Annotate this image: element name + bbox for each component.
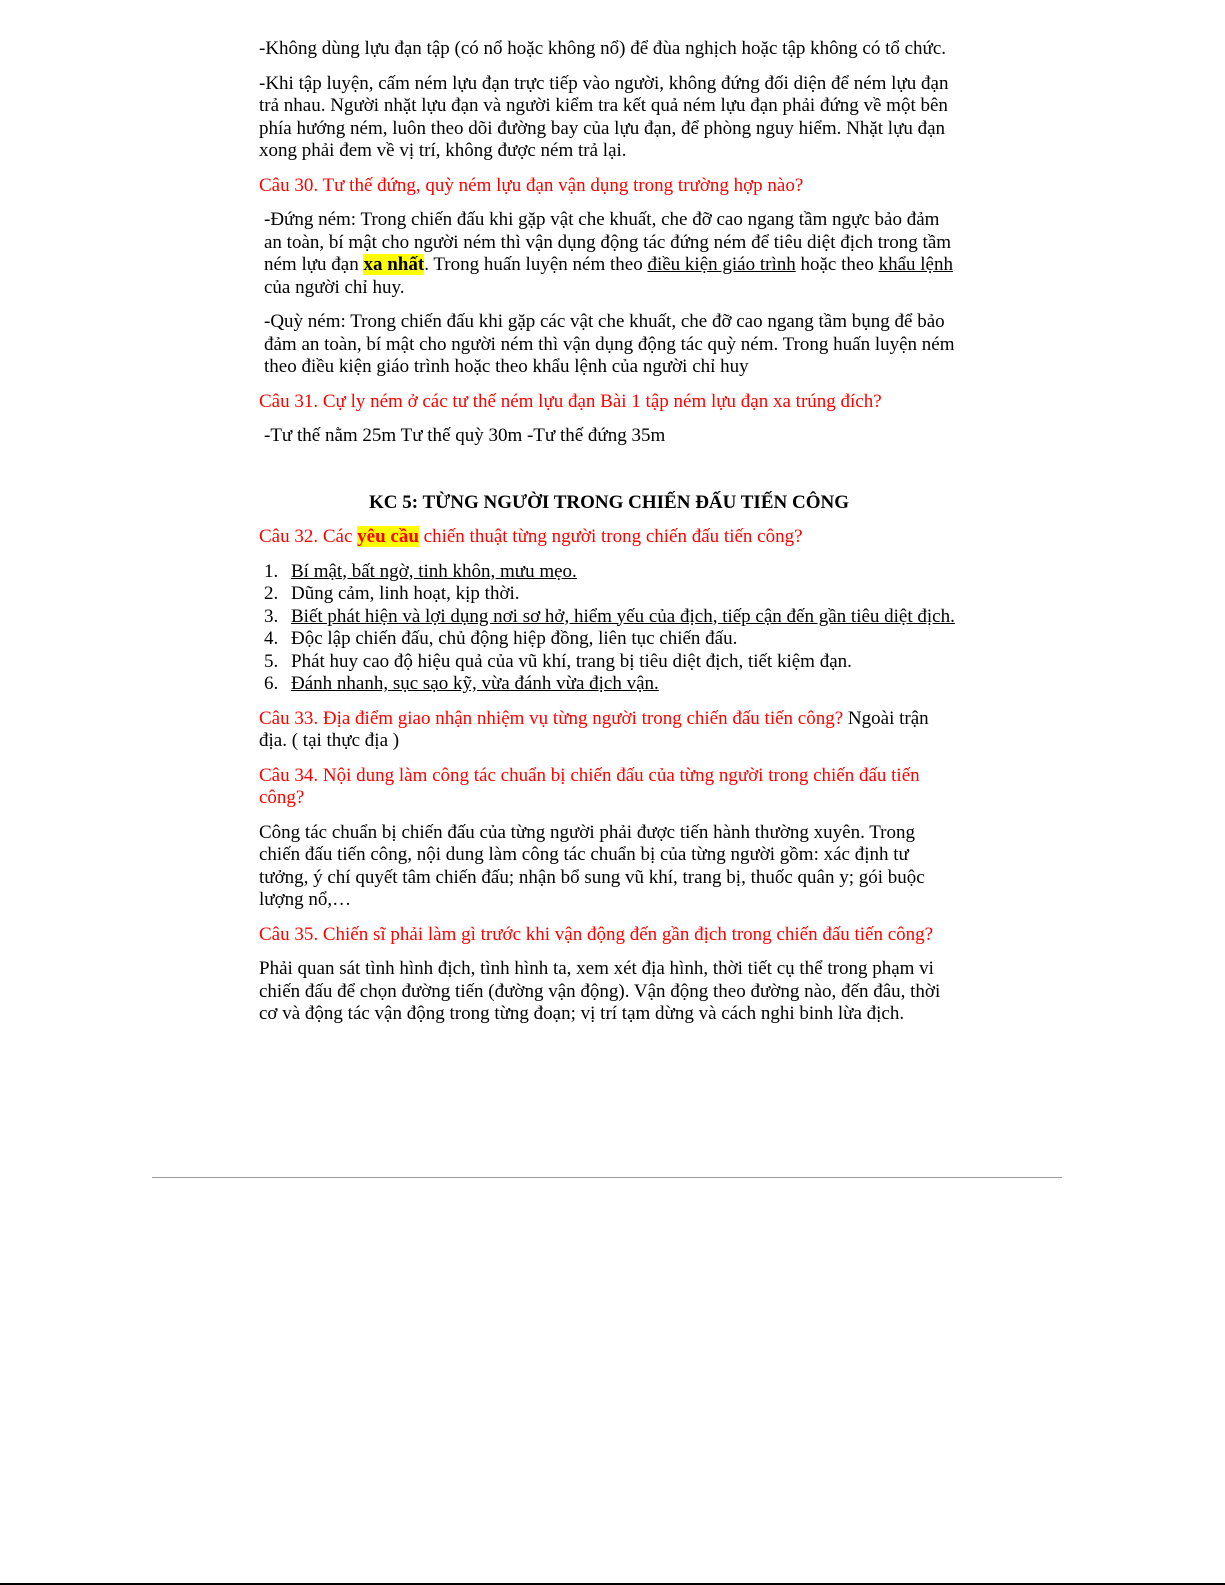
paragraph-safety-1: -Không dùng lựu đạn tập (có nổ hoặc không nổ) để đùa nghịch hoặc tập không có tổ chức. [259,38,947,59]
underline-dieu-kien-giao-trinh: điều kiện giáo trình [647,254,796,275]
answer-30-standing [259,209,959,299]
list-item-text: Phát huy cao độ hiệu quả của vũ khí, trang bị tiêu diệt địch, tiết kiệm đạn. [291,650,852,672]
list-number: 2. [264,583,279,604]
paragraph-safety-2: -Khi tập luyện, cấm ném lựu đạn trực tiếp vào người, không đứng đối diện để ném lựu đạn trả nhau. Người nhặt lựu đạn và người kiểm tra kết quả ném lựu đạn phải đứng về một bên phía hướng ném, luôn theo dõi đường bay của lựu đạn, để phòng nguy hiểm. Nhặt lựu đạn xong phải đem về vị trí, không được ném trả lại. [259,72,949,161]
list-number: 3. [264,605,279,627]
question-30: Câu 30. Tư thế đứng, quỳ ném lựu đạn vận dụng trong trường hợp nào? [259,174,804,196]
question-31: Câu 31. Cự ly ném ở các tư thế ném lựu đạn Bài 1 tập ném lựu đạn xa trúng đích? [259,390,882,412]
answer-30-text-1: -Đứng ném: Trong chiến đấu khi gặp vật che khuất, che đỡ cao ngang tầm ngực bảo đảm an toàn, bí mật cho người ném thì vận dụng động tác đứng ném để tiêu diệt địch trong tầm ném lựu đạn [264,209,952,275]
underline-khau-lenh: khẩu lệnh [878,254,953,275]
list-item-text: Biết phát hiện và lợi dụng nơi sơ hở, hiểm yếu của địch, tiếp cận đến gần tiêu diệt địch. [291,605,955,627]
answer-34: Công tác chuẩn bị chiến đấu của từng người phải được tiến hành thường xuyên. Trong chiến đấu tiến công, nội dung làm công tác chuẩn bị của từng người gồm: xác định tư tưởng, ý chí quyết tâm chiến đấu; nhận bổ sung vũ khí, trang bị, thuốc quân y; gói buộc lượng nổ,… [259,821,925,910]
answer-30-text-3: hoặc theo [795,254,879,275]
highlight-xa-nhat: xa nhất [363,254,425,275]
list-item [259,651,959,674]
question-32 [259,526,959,549]
list-number: 5. [264,650,279,672]
list-number: 1. [264,560,279,582]
list-item [259,561,959,584]
highlight-yeu-cau: yêu cầu [357,526,419,547]
question-34: Câu 34. Nội dung làm công tác chuẩn bị chiến đấu của từng người trong chiến đấu tiến công? [259,764,920,808]
list-number: 6. [264,673,279,694]
answer-30-text-2: . Trong huấn luyện ném theo [424,254,648,275]
answer-35: Phải quan sát tình hình địch, tình hình ta, xem xét địa hình, thời tiết cụ thể trong phạm vi chiến đấu để chọn đường tiến (đường vận động). Vận động theo đường nào, đến đâu, thời cơ và động tác vận động trong từng đoạn; vị trí tạm dừng và cách nghi binh lừa địch. [259,958,941,1024]
requirements-list [259,561,959,696]
list-item [259,606,959,629]
answer-33: Ngoài trận địa. ( tại thực địa ) [259,707,929,751]
question-35: Câu 35. Chiến sĩ phải làm gì trước khi vận động đến gần địch trong chiến đấu tiến công? [259,923,934,945]
section-heading: KC 5: TỪNG NGƯỜI TRONG CHIẾN ĐẤU TIẾN CÔNG [369,491,849,513]
list-item [259,583,959,606]
question-33: Câu 33. Địa điểm giao nhận nhiệm vụ từng người trong chiến đấu tiến công? [259,707,844,729]
list-item [259,628,959,651]
list-item-text: Đánh nhanh, sục sạo kỹ, vừa đánh vừa địch vận. [291,673,659,694]
list-number: 4. [264,628,279,649]
question-32-post: chiến thuật từng người trong chiến đấu tiến công? [418,526,803,547]
page-divider [152,1177,1062,1178]
list-item-text: Độc lập chiến đấu, chủ động hiệp đồng, liên tục chiến đấu. [291,628,738,649]
answer-31: -Tư thế nằm 25m Tư thế quỳ 30m -Tư thế đứng 35m [264,425,666,446]
list-item-text: Bí mật, bất ngờ, tinh khôn, mưu mẹo. [291,560,577,582]
answer-30-text-4: của người chỉ huy. [264,276,405,298]
question-32-pre: Câu 32. Các [259,526,358,547]
document-body [259,38,959,1038]
list-item [259,673,959,696]
answer-30-kneeling: -Quỳ ném: Trong chiến đấu khi gặp các vật che khuất, che đỡ cao ngang tầm bụng để bảo đảm an toàn, bí mật cho người ném thì vận dụng động tác quỳ ném. Trong huấn luyện ném theo điều kiện giáo trình hoặc theo khẩu lệnh của người chỉ huy [264,311,955,377]
question-33-paragraph [259,708,959,753]
list-item-text: Dũng cảm, linh hoạt, kịp thời. [291,583,520,604]
